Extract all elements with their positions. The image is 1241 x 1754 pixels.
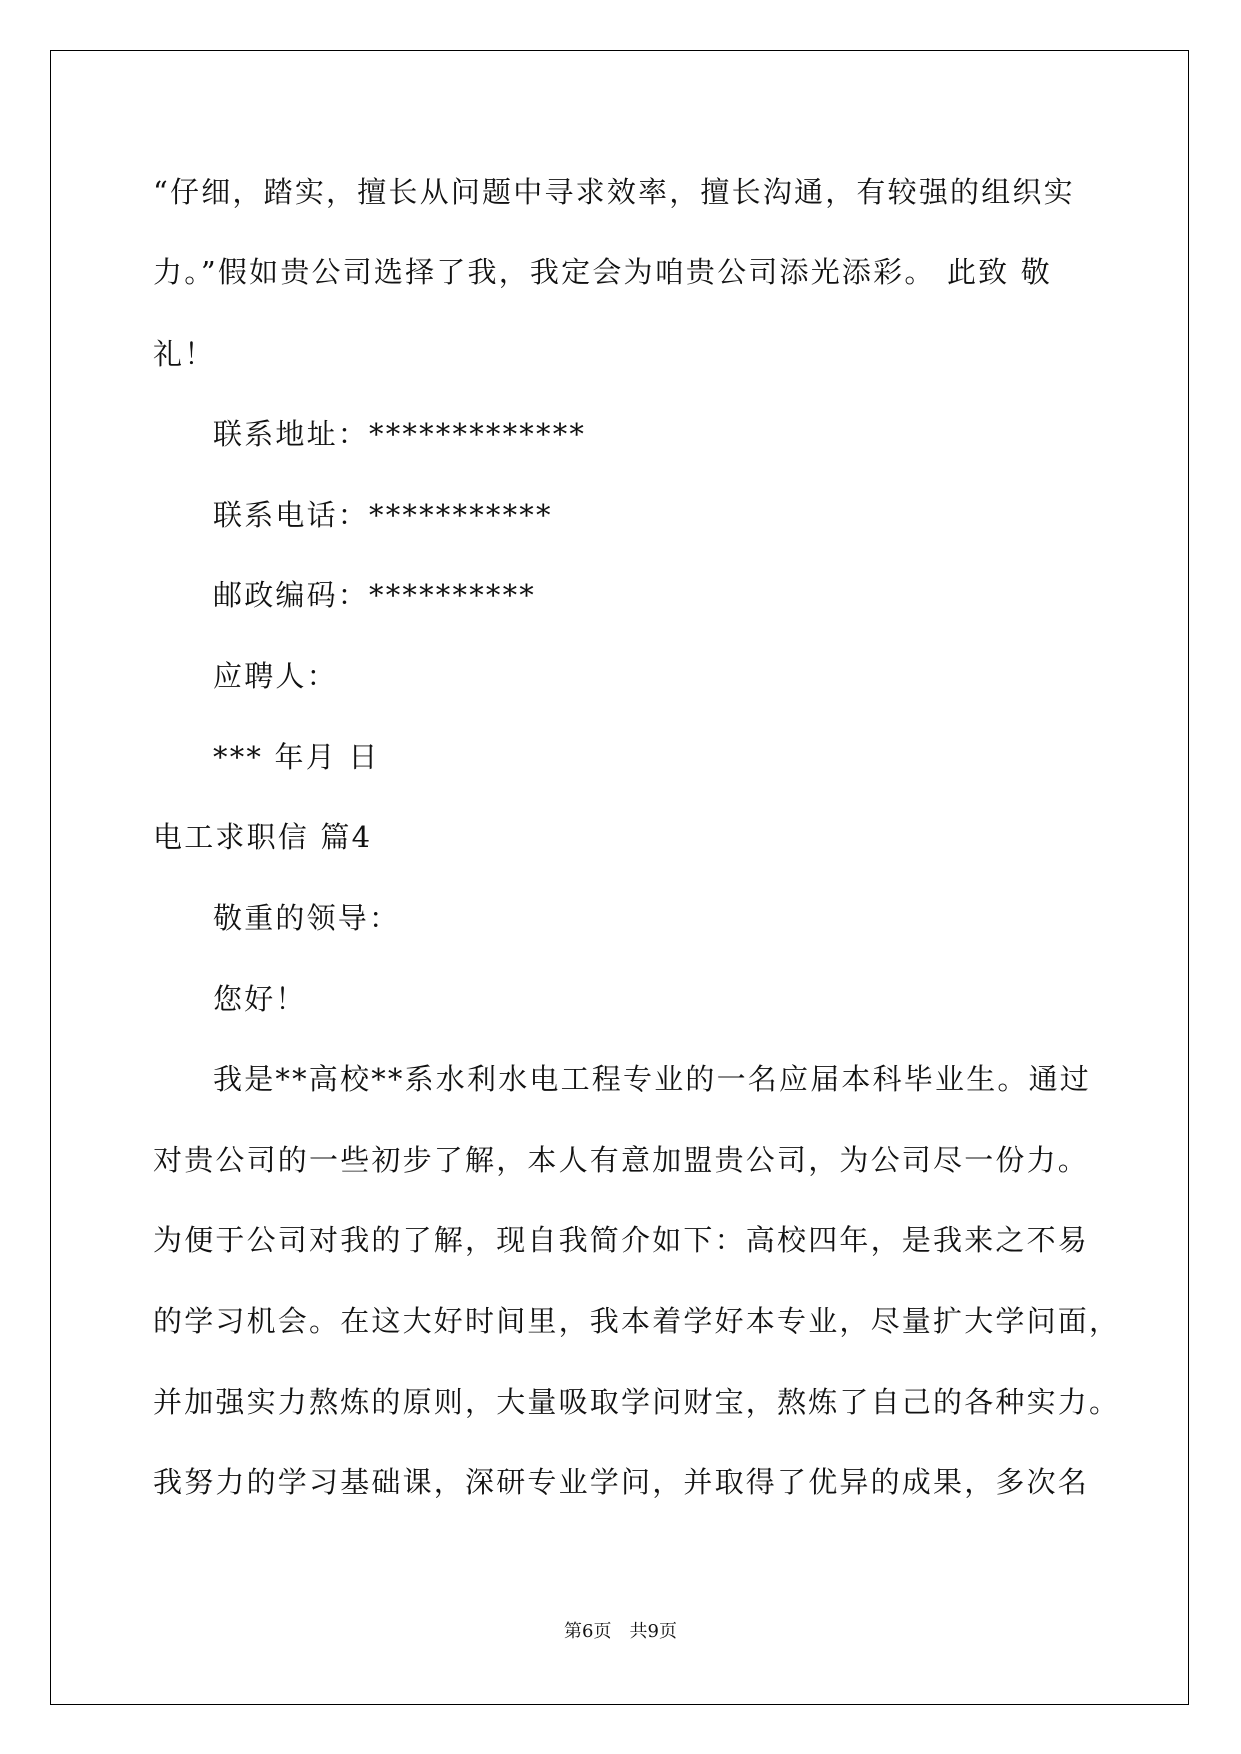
- paragraph-line: 力。”假如贵公司选择了我，我定会为咱贵公司添光添彩。 此致 敬: [153, 255, 1052, 289]
- date-line: *** 年月 日: [213, 740, 380, 774]
- paragraph-line: 对贵公司的一些初步了解，本人有意加盟贵公司，为公司尽一份力。: [153, 1143, 1090, 1177]
- applicant-line: 应聘人：: [213, 659, 338, 693]
- contact-address-line: 联系地址：*************: [213, 417, 587, 451]
- paragraph-line: 并加强实力熬炼的原则，大量吸取学问财宝，熬炼了自己的各种实力。: [153, 1385, 1121, 1419]
- postal-code-line: 邮政编码：**********: [213, 578, 537, 612]
- page-number-footer: 第6页 共9页: [564, 1621, 677, 1642]
- paragraph-line: 的学习机会。在这大好时间里，我本着学好本专业，尽量扩大学问面，: [153, 1304, 1121, 1338]
- salutation-line: 敬重的领导：: [213, 901, 401, 935]
- paragraph-line: 为便于公司对我的了解，现自我简介如下：高校四年，是我来之不易: [153, 1223, 1090, 1257]
- paragraph-line: “仔细，踏实，擅长从问题中寻求效率，擅长沟通，有较强的组织实: [153, 175, 1075, 209]
- paragraph-line: 我努力的学习基础课，深研专业学问，并取得了优异的成果，多次名: [153, 1465, 1090, 1499]
- paragraph-line: 我是**高校**系水利水电工程专业的一名应届本科毕业生。通过: [213, 1062, 1092, 1096]
- greeting-line: 您好！: [213, 982, 307, 1016]
- contact-phone-line: 联系电话：***********: [213, 498, 553, 532]
- section-heading: 电工求职信 篇4: [153, 820, 373, 854]
- paragraph-line: 礼！: [153, 337, 216, 371]
